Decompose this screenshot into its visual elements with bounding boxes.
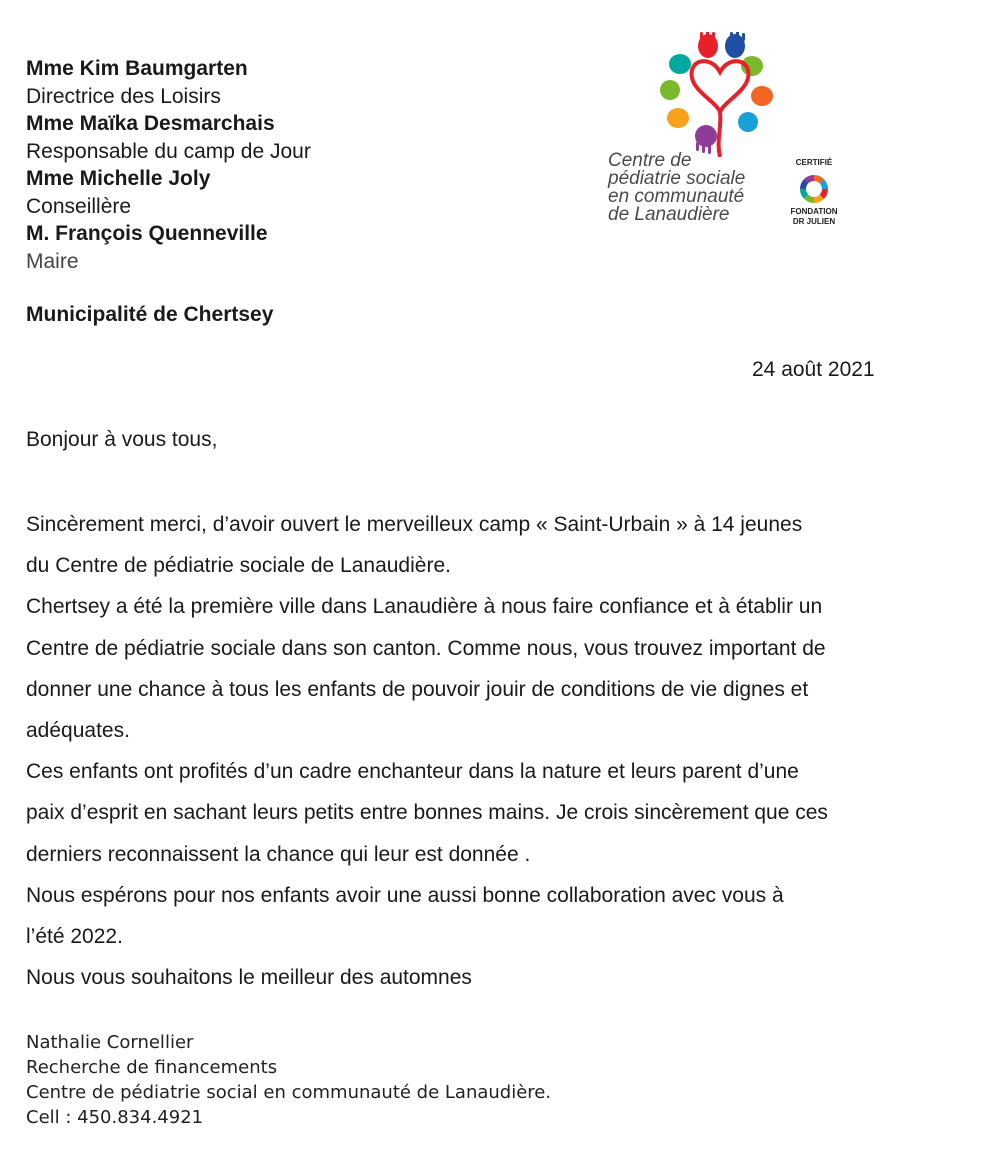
badge-label: DR JULIEN <box>792 217 836 226</box>
letter-body <box>26 504 828 998</box>
recipient-name: M. François Quenneville <box>26 222 268 245</box>
greeting: Bonjour à vous tous, <box>26 428 218 451</box>
foundation-ring-icon <box>799 174 829 204</box>
body-line: Chertsey a été la première ville dans Lanaudière à nous faire confiance et à établir un <box>26 595 823 619</box>
letter-date: 24 août 2021 <box>752 358 875 381</box>
body-line: l’été 2022. <box>26 925 123 949</box>
recipients-block <box>26 55 311 275</box>
logo-line: pédiatrie sociale <box>608 168 746 189</box>
body-line: Nous vous souhaitons le meilleur des automnes <box>26 966 472 990</box>
body-line: du Centre de pédiatrie sociale de Lanaudière. <box>26 554 451 578</box>
badge-label: CERTIFIÉ <box>795 158 833 167</box>
body-line: Ces enfants ont profités d’un cadre enchanteur dans la nature et leurs parent d’une <box>26 760 799 784</box>
recipient-name: Mme Maïka Desmarchais <box>26 112 275 135</box>
logo-line: Centre de <box>608 150 692 171</box>
certification-badge <box>786 158 842 227</box>
recipient-role: Maire <box>26 249 79 273</box>
organization-name: Municipalité de Chertsey <box>26 303 274 326</box>
signature-name: Nathalie Cornellier <box>26 1032 194 1053</box>
logo-line: de Lanaudière <box>608 204 730 225</box>
signature-block <box>26 1030 551 1130</box>
signature-organization: Centre de pédiatrie social en communauté de Lanaudière. <box>26 1082 552 1103</box>
logo-wordmark <box>608 152 745 224</box>
heart-icon <box>692 61 749 112</box>
body-line: paix d’esprit en sachant leurs petits entre bonnes mains. Je crois sincèrement que ces <box>26 801 828 825</box>
recipient-name: Mme Kim Baumgarten <box>26 57 248 80</box>
signature-phone: Cell : 450.834.4921 <box>26 1107 204 1128</box>
hand-icon <box>660 32 773 154</box>
recipient-name: Mme Michelle Joly <box>26 167 211 190</box>
body-line: Sincèrement merci, d’avoir ouvert le merveilleux camp « Saint-Urbain » à 14 jeunes <box>26 513 803 536</box>
centre-logo-icon <box>650 32 780 157</box>
body-line: adéquates. <box>26 719 130 743</box>
badge-label: FONDATION <box>790 207 838 216</box>
recipient-role: Responsable du camp de Jour <box>26 139 311 163</box>
recipient-role: Directrice des Loisirs <box>26 84 221 108</box>
body-line: Nous espérons pour nos enfants avoir une aussi bonne collaboration avec vous à <box>26 883 784 907</box>
body-line: Centre de pédiatrie sociale dans son canton. Comme nous, vous trouvez important de <box>26 636 826 660</box>
signature-title: Recherche de financements <box>26 1057 278 1078</box>
logo-line: en communauté <box>608 186 745 207</box>
recipient-role: Conseillère <box>26 194 132 218</box>
body-line: donner une chance à tous les enfants de pouvoir jouir de conditions de vie dignes et <box>26 677 809 701</box>
body-line: derniers reconnaissent la chance qui leur est donnée . <box>26 842 531 866</box>
